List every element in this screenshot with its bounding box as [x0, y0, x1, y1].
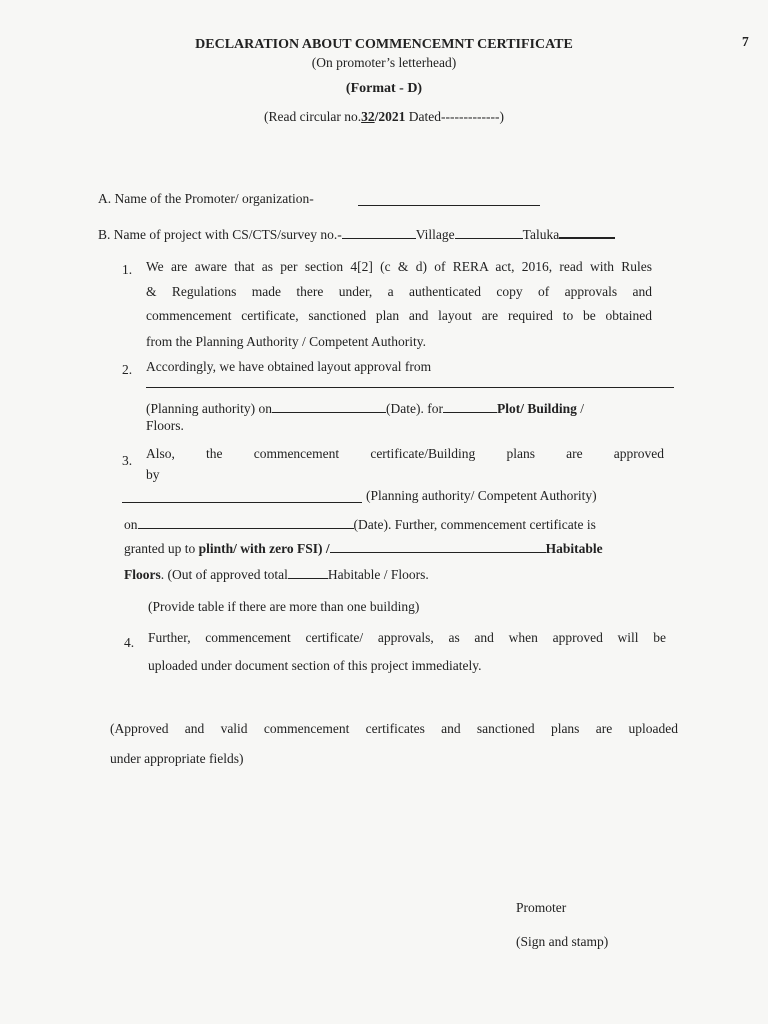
item-1-line-3: commencement certificate, sanctioned plan and layout are required to be obtained [146, 308, 652, 323]
item-4-number: 4. [124, 635, 135, 650]
item-4-line-1: Further, commencement certificate/ approvals, as and when approved will be [148, 630, 666, 645]
circular-suffix: Dated-------------) [405, 109, 504, 124]
item-3-line-1: Also, the commencement certificate/Building plans are approved [146, 446, 664, 461]
uploaded-note-line-1: (Approved and valid commencement certificates and sanctioned plans are uploaded [110, 721, 678, 736]
uploaded-note-line-2: under appropriate fields) [110, 751, 244, 766]
page-number: 7 [742, 34, 749, 49]
item-1-line-2: & Regulations made there under, a authenticated copy of approvals and [146, 284, 652, 299]
sign-stamp-label: (Sign and stamp) [516, 934, 609, 949]
further-cc-label: (Date). Further, commencement certificate is [353, 517, 596, 532]
habitable-label: Habitable [545, 541, 603, 556]
item-3-by: by [146, 467, 160, 482]
item-3-floors-row [124, 566, 429, 583]
cc-date-blank [138, 516, 354, 529]
floors-label: Floors [124, 567, 161, 582]
circular-prefix: (Read circular no. [264, 109, 362, 124]
item-3-on-row [124, 516, 596, 533]
item-2-floors: Floors. [146, 418, 184, 433]
planning-authority-label: (Planning authority) on [146, 401, 272, 416]
plinth-blank [330, 540, 546, 553]
circular-year: /2021 [374, 109, 406, 124]
village-blank [455, 226, 523, 239]
promoter-name-blank [358, 205, 540, 206]
item-3-number: 3. [122, 453, 133, 468]
planning-date-blank [272, 400, 386, 413]
approved-total-label: . (Out of approved total [160, 567, 288, 582]
item-1-number: 1. [122, 262, 133, 277]
document-title: DECLARATION ABOUT COMMENCEMNT CERTIFICATE [195, 37, 573, 52]
habitable-floors-label: Habitable / Floors. [327, 567, 429, 582]
granted-label: granted up to [124, 541, 199, 556]
item-2-line-1: Accordingly, we have obtained layout approval from [146, 359, 432, 374]
plot-slash: / [576, 401, 584, 416]
item-4-line-2: uploaded under document section of this project immediately. [148, 658, 482, 673]
date-for-label: (Date). for [385, 401, 443, 416]
table-note: (Provide table if there are more than one building) [148, 599, 420, 614]
promoter-name-label: A. Name of the Promoter/ organization- [98, 191, 314, 206]
format-label: (Format - D) [345, 81, 423, 96]
layout-approval-blank [146, 387, 674, 388]
plinth-label: plinth/ with zero FSI) / [198, 541, 330, 556]
promoter-label: Promoter [516, 900, 567, 915]
total-blank [288, 566, 328, 579]
item-1-line-4: from the Planning Authority / Competent Authority. [146, 334, 426, 349]
plot-blank [443, 400, 497, 413]
approving-authority-blank [122, 502, 362, 503]
item-3-granted-row [124, 540, 603, 557]
circular-number: 32 [361, 109, 375, 124]
document-subtitle: (On promoter’s letterhead) [311, 55, 457, 70]
item-1-line-1: We are aware that as per section 4[2] (c & d) of RERA act, 2016, read with Rules [146, 259, 652, 274]
on-label: on [124, 517, 138, 532]
item-2-line-2 [146, 400, 584, 417]
project-name-row [98, 225, 615, 243]
item-2-number: 2. [122, 362, 133, 377]
taluka-blank [559, 225, 615, 239]
project-name-label: B. Name of project with CS/CTS/survey no.- [98, 227, 342, 242]
plot-building-label: Plot/ Building [496, 401, 577, 416]
village-label: Village [415, 227, 455, 242]
taluka-label: Taluka [522, 227, 560, 242]
circular-reference [0, 109, 768, 125]
item-3-authority: (Planning authority/ Competent Authority) [366, 488, 597, 503]
survey-no-blank [342, 226, 416, 239]
